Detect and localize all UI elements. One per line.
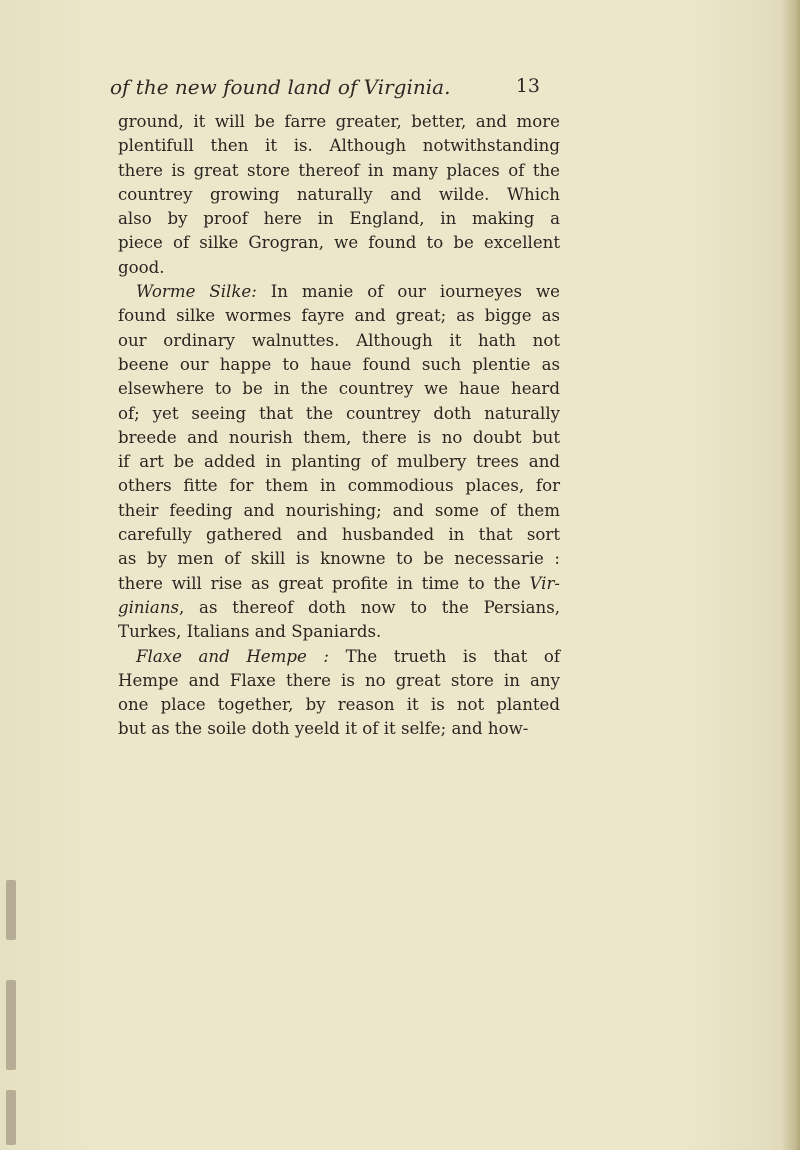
text-line [118,304,560,328]
gutter-stain [6,980,16,1070]
text-line [118,207,560,231]
gutter-stain [6,1090,16,1145]
italic-word: ginians [118,597,180,617]
line-text: one place together, by reason it is not planted [118,695,560,715]
line-text: elsewhere to be in the countrey we haue heard [118,379,560,399]
line-text: Turkes, Italians and Spaniards. [118,622,382,642]
page-header [110,75,540,107]
line-text: countrey growing naturally and wilde. Which [118,184,560,204]
text-line [118,645,560,669]
line-text: their feeding and nourishing; and some of them [118,500,560,520]
line-text: but as the soile doth yeeld it of it selfe; and how- [118,719,529,739]
line-text: others fitte for them in commodious places, for [118,476,560,496]
text-line [118,693,560,717]
text-line [118,183,560,207]
line-text: as by men of skill is knowne to be necessarie : [118,549,560,569]
text-line [118,231,560,255]
line-text: , as thereof doth now to the Persians, [179,597,560,617]
paragraph [118,110,560,280]
text-line [118,256,560,280]
line-text: there will rise as great profite in time to the [118,573,530,593]
line-text: also by proof here in England, in making a [118,209,560,229]
section-heading: Worme Silke: [136,282,257,302]
text-line [118,620,560,644]
text-line [118,572,560,596]
text-line [118,669,560,693]
line-text: breede and nourish them, there is no doubt but [118,427,560,447]
paragraph [118,645,560,742]
text-line [118,353,560,377]
section-heading: Flaxe and Hempe : [136,646,329,666]
line-text: ground, it will be farre greater, better, and more [118,112,560,131]
line-text: carefully gathered and husbanded in that sort [118,525,560,545]
line-text: there is great store thereof in many places of the [118,160,560,180]
gutter-stain [6,880,16,940]
line-text: The trueth is that of [329,646,560,666]
text-line [118,499,560,523]
text-line [118,280,560,304]
text-line [118,426,560,450]
line-text: In manie of our iourneyes we [256,282,560,302]
text-line [118,377,560,401]
line-text: beene our happe to haue found such plentie as [118,354,560,374]
text-line [118,402,560,426]
running-head: of the new found land of Virginia. [110,75,451,99]
line-text: if art be added in planting of mulbery trees and [118,452,560,472]
line-text: Hempe and Flaxe there is no great store in any [118,670,560,690]
line-text: good. [118,257,165,277]
text-line [118,523,560,547]
paragraph [118,280,560,644]
text-line [118,450,560,474]
text-line [118,134,560,158]
line-text: of; yet seeing that the countrey doth naturally [118,403,560,423]
text-line [118,110,560,134]
italic-word: Vir- [529,573,560,593]
line-text: found silke wormes fayre and great; as bigge as [118,306,560,326]
text-line [118,596,560,620]
text-line [118,329,560,353]
text-line [118,717,560,741]
text-line [118,159,560,183]
line-text: plentifull then it is. Although notwithstanding [118,136,560,156]
body-text [118,110,560,742]
text-line [118,474,560,498]
line-text: piece of silke Grogran, we found to be excellent [118,233,560,253]
text-line [118,547,560,571]
page-number: 13 [515,75,540,97]
line-text: our ordinary walnuttes. Although it hath not [118,330,560,350]
page-edge-shadow [782,0,800,1150]
